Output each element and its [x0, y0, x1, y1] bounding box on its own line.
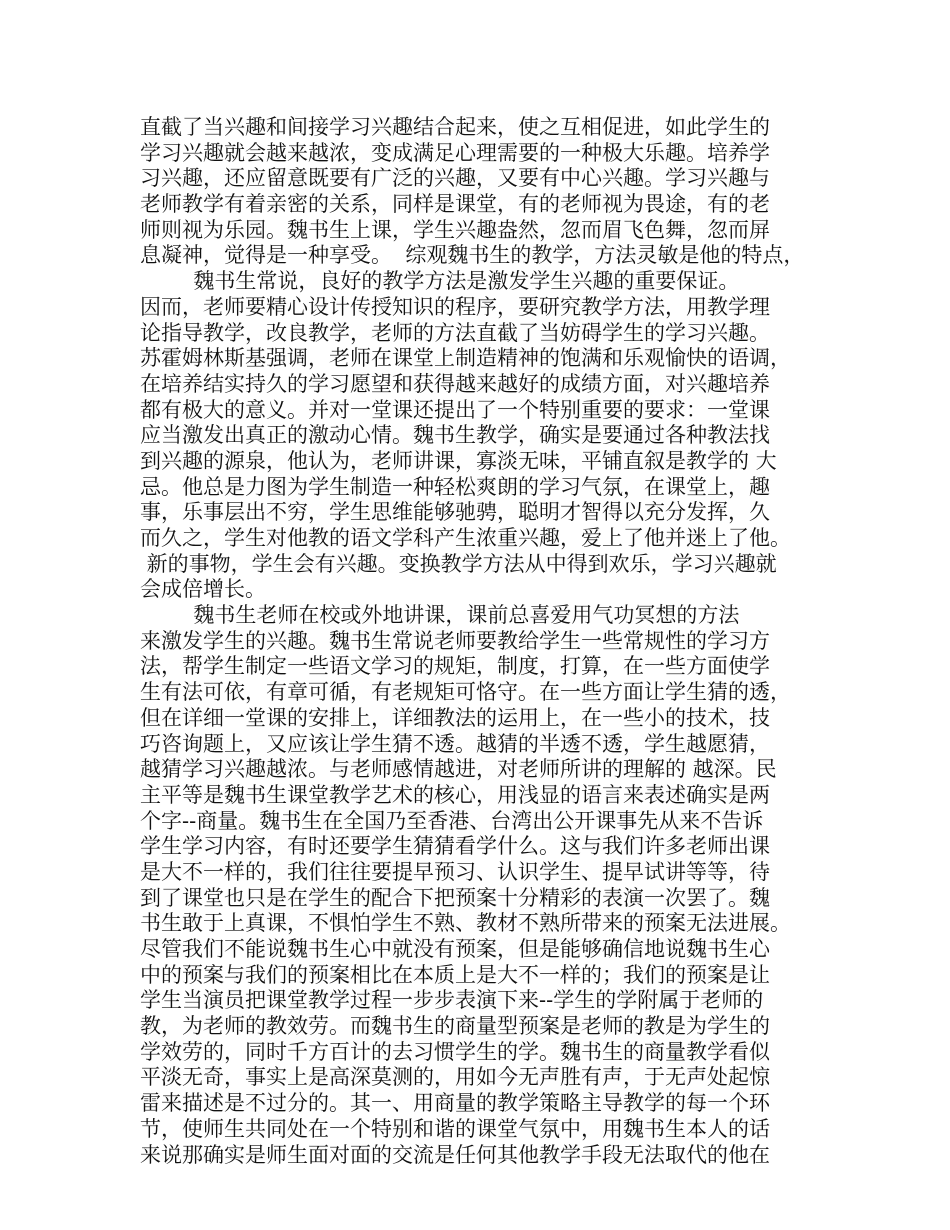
text-line: 因而，老师要精心设计传授知识的程序，要研究教学方法，用教学理 [140, 294, 770, 319]
text-line: 会成倍增长。 [140, 577, 266, 602]
text-line: 学效劳的，同时千方百计的去习惯学生的学。魏书生的商量教学看似 [140, 1039, 770, 1064]
text-line: 雷来描述是不过分的。其一、用商量的教学策略主导教学的每一个环 [140, 1091, 770, 1116]
text-line: 事，乐事层出不穷，学生思维能够驰骋，聪明才智得以充分发挥，久 [140, 500, 770, 525]
text-line: 来激发学生的兴趣。魏书生常说老师要教给学生一些常规性的学习方 [140, 628, 770, 653]
text-line: 论指导教学，改良教学，老师的方法直截了当妨碍学生的学习兴趣。 [140, 320, 770, 345]
text-line: 是大不一样的，我们往往要提早预习、认识学生、提早试讲等等，待 [140, 859, 770, 884]
text-line: 到兴趣的源泉，他认为，老师讲课，寡淡无味，平铺直叙是教学的 大 [140, 448, 777, 473]
text-line: 主平等是魏书生课堂教学艺术的核心，用浅显的语言来表述确实是两 [140, 782, 770, 807]
text-line: 越猜学习兴趣越浓。与老师感情越进，对老师所讲的理解的 越深。民 [140, 757, 777, 782]
text-line: 教，为老师的教效劳。而魏书生的商量型预案是老师的教是为学生的 [140, 1014, 770, 1039]
text-line: 学生学习内容，有时还要学生猜猜看学什么。这与我们许多老师出课 [140, 834, 770, 859]
text-line: 习兴趣，还应留意既要有广泛的兴趣，又要有中心兴趣。学习兴趣与 [140, 166, 770, 191]
text-line: 直截了当兴趣和间接学习兴趣结合起来，使之互相促进，如此学生的 [140, 115, 770, 139]
text-line: 应当激发出真正的激动心情。魏书生教学，确实是要通过各种教法找 [140, 423, 770, 448]
text-line: 都有极大的意义。并对一堂课还提出了一个特别重要的要求：一堂课 [140, 397, 770, 422]
text-line: 生有法可依，有章可循，有老规矩可恪守。在一些方面让学生猜的透， [140, 680, 791, 705]
text-line: 平淡无奇，事实上是高深莫测的，用如今无声胜有声，于无声处起惊 [140, 1065, 770, 1090]
text-line: 学习兴趣就会越来越浓，变成满足心理需要的一种极大乐趣。培养学 [140, 140, 770, 165]
text-line: 书生敢于上真课，不惧怕学生不熟、教材不熟所带来的预案无法进展。 [140, 911, 791, 936]
text-line: 而久之，学生对他教的语文学科产生浓重兴趣，爱上了他并迷上了他。 [140, 526, 791, 550]
text-line: 来说那确实是师生面对面的交流是任何其他教学手段无法取代的他在 [140, 1142, 770, 1167]
body-text [140, 115, 830, 1168]
text-line: 老师教学有着亲密的关系，同样是课堂，有的老师视为畏途，有的老 [140, 192, 770, 217]
text-line: 中的预案与我们的预案相比在本质上是大不一样的；我们的预案是让 [140, 962, 770, 987]
text-line: 苏霍姆林斯基强调，老师在课堂上制造精神的饱满和乐观愉快的语调， [140, 346, 791, 371]
text-line: 忌。他总是力图为学生制造一种轻松爽朗的学习气氛，在课堂上，趣 [140, 474, 770, 499]
text-line: 到了课堂也只是在学生的配合下把预案十分精彩的表演一次罢了。魏 [140, 885, 770, 910]
text-line: 法，帮学生制定一些语文学习的规矩，制度，打算，在一些方面使学 [140, 654, 770, 679]
text-line: 尽管我们不能说魏书生心中就没有预案，但是能够确信地说魏书生心 [140, 937, 770, 961]
text-line: 新的事物，学生会有兴趣。变换教学方法从中得到欢乐，学习兴趣就 [140, 551, 777, 576]
text-line: 师则视为乐园。魏书生上课，学生兴趣盎然，忽而眉飞色舞，忽而屏 [140, 217, 770, 242]
text-line: 节，使师生共同处在一个特别和谐的课堂气氛中，用魏书生本人的话 [140, 1116, 770, 1141]
text-line: 学生当演员把课堂教学过程一步步表演下来--学生的学附属于老师的 [140, 988, 764, 1013]
text-line: 魏书生常说，良好的教学方法是激发学生兴趣的重要保证。 [140, 269, 740, 294]
text-line: 息凝神，觉得是一种享受。 综观魏书生的教学，方法灵敏是他的特点， [140, 243, 805, 268]
text-line: 个字--商量。魏书生在全国乃至香港、台湾出公开课事先从来不告诉 [140, 808, 764, 833]
text-line: 在培养结实持久的学习愿望和获得越来越好的成绩方面，对兴趣培养 [140, 371, 770, 396]
text-line: 魏书生老师在校或外地讲课，课前总喜爱用气功冥想的方法 [140, 603, 740, 628]
text-line: 但在详细一堂课的安排上，详细教法的运用上，在一些小的技术，技 [140, 705, 770, 730]
text-line: 巧咨询题上，又应该让学生猜不透。越猜的半透不透，学生越愿猜， [140, 731, 770, 756]
